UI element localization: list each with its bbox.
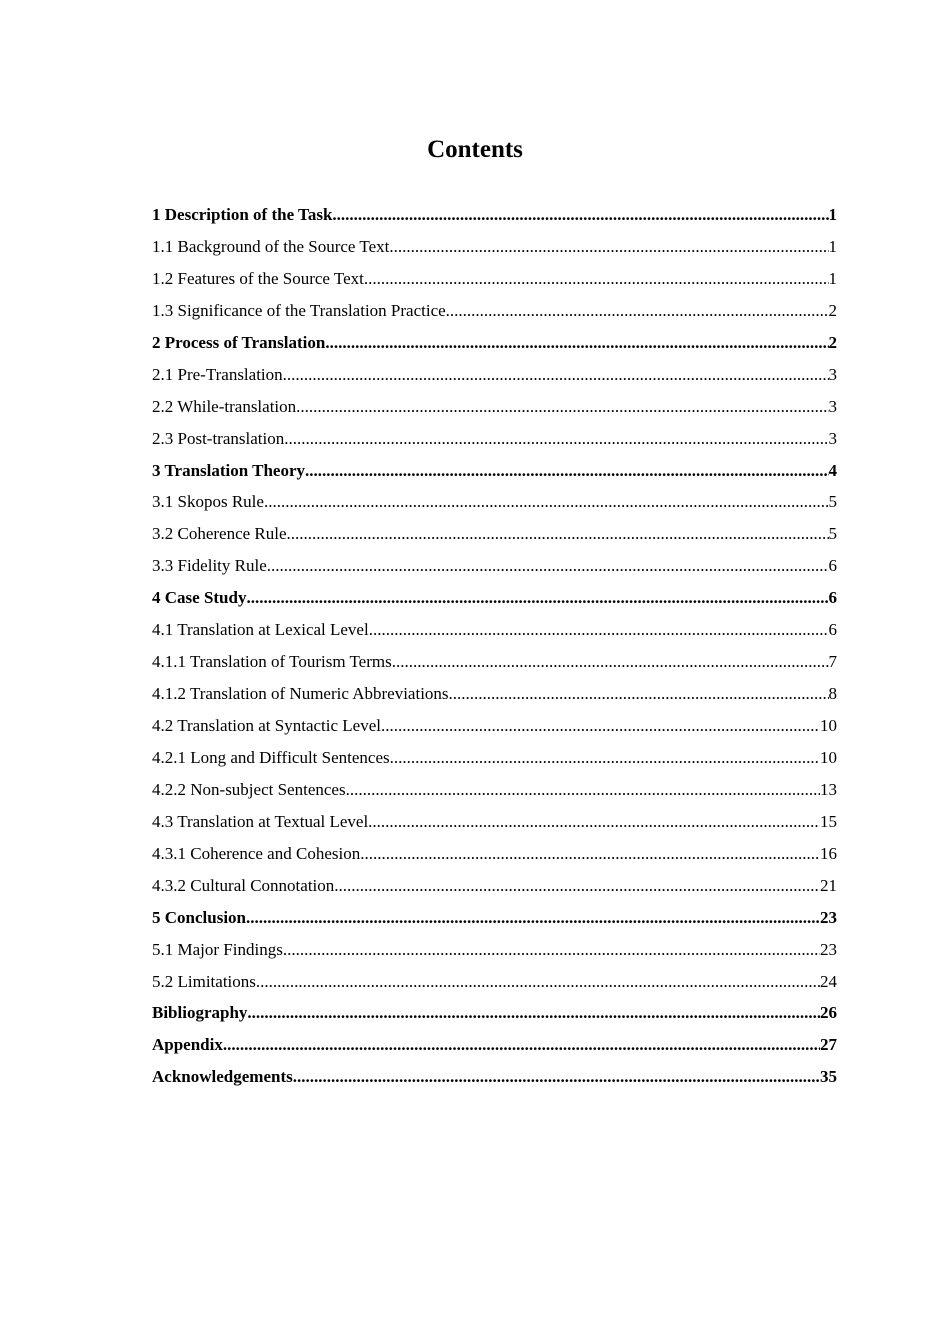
dot-leader: [446, 295, 829, 327]
toc-entry-label: 2 Process of Translation: [152, 332, 326, 352]
dot-leader: [332, 199, 828, 231]
dot-leader: [246, 902, 820, 934]
toc-entry-label: Acknowledgements: [152, 1067, 293, 1087]
toc-section-entry[interactable]: [152, 710, 837, 742]
dot-leader: [223, 1029, 820, 1061]
toc-chapter-entry[interactable]: [152, 1061, 837, 1093]
toc-page-number: 6: [828, 556, 837, 576]
toc-chapter-entry[interactable]: [152, 455, 837, 487]
toc-page-number: 16: [820, 843, 837, 863]
dot-leader: [256, 966, 820, 998]
toc-entry-label: 4.3 Translation at Textual Level: [152, 811, 369, 831]
table-of-contents: [152, 199, 837, 1093]
toc-section-entry[interactable]: [152, 391, 837, 423]
toc-page-number: 5: [828, 492, 837, 512]
toc-chapter-entry[interactable]: [152, 199, 837, 231]
toc-entry-label: 5.1 Major Findings: [152, 939, 283, 959]
toc-entry-label: 4.2.1 Long and Difficult Sentences: [152, 747, 390, 767]
toc-entry-label: 3.3 Fidelity Rule: [152, 556, 267, 576]
dot-leader: [334, 870, 820, 902]
dot-leader: [283, 934, 820, 966]
toc-page-number: 21: [820, 875, 837, 895]
toc-page-number: 7: [828, 652, 837, 672]
toc-page-number: 35: [820, 1067, 837, 1087]
toc-section-entry[interactable]: [152, 966, 837, 998]
toc-section-entry[interactable]: [152, 774, 837, 806]
toc-section-entry[interactable]: [152, 934, 837, 966]
dot-leader: [346, 774, 820, 806]
toc-section-entry[interactable]: [152, 678, 837, 710]
toc-page-number: 1: [828, 268, 837, 288]
toc-page-number: 10: [820, 716, 837, 735]
dot-leader: [283, 359, 829, 391]
toc-entry-label: 3.1 Skopos Rule: [152, 492, 264, 512]
toc-page-number: 23: [820, 907, 837, 927]
toc-chapter-entry[interactable]: [152, 997, 837, 1029]
dot-leader: [305, 455, 828, 487]
toc-entry-label: 3 Translation Theory: [152, 460, 306, 480]
toc-page-number: 23: [820, 939, 837, 959]
toc-chapter-entry[interactable]: [152, 1029, 837, 1061]
dot-leader: [284, 423, 828, 455]
toc-page-number: 4: [828, 460, 837, 480]
toc-page-number: 13: [820, 779, 837, 799]
toc-section-entry[interactable]: [152, 518, 837, 550]
toc-page-number: 27: [820, 1035, 837, 1055]
toc-entry-label: 5 Conclusion: [152, 907, 246, 927]
toc-section-entry[interactable]: [152, 550, 837, 582]
toc-section-entry[interactable]: [152, 806, 837, 838]
dot-leader: [264, 486, 829, 518]
toc-section-entry[interactable]: [152, 423, 837, 455]
dot-leader: [381, 710, 820, 742]
dot-leader: [325, 327, 828, 359]
toc-page-number: 6: [828, 588, 837, 608]
toc-chapter-entry[interactable]: [152, 582, 837, 614]
dot-leader: [392, 646, 829, 678]
toc-section-entry[interactable]: [152, 870, 837, 902]
toc-entry-label: 4.2 Translation at Syntactic Level: [152, 716, 381, 735]
toc-entry-label: 4.2.2 Non-subject Sentences: [152, 779, 346, 799]
dot-leader: [368, 806, 820, 838]
dot-leader: [296, 391, 828, 423]
toc-page-number: 3: [828, 428, 837, 448]
toc-section-entry[interactable]: [152, 742, 837, 774]
toc-page-number: 15: [820, 811, 837, 831]
toc-entry-label: 4.1.1 Translation of Tourism Terms: [152, 652, 392, 672]
toc-page-number: 2: [828, 332, 837, 352]
toc-page-number: 1: [828, 236, 837, 256]
toc-page-number: 6: [828, 620, 837, 640]
toc-section-entry[interactable]: [152, 614, 837, 646]
toc-chapter-entry[interactable]: [152, 902, 837, 934]
toc-entry-label: 4.3.2 Cultural Connotation: [152, 875, 335, 895]
toc-page-number: 2: [828, 300, 837, 320]
dot-leader: [247, 997, 820, 1029]
toc-section-entry[interactable]: [152, 231, 837, 263]
toc-page-number: 3: [828, 364, 837, 384]
toc-entry-label: 1.3 Significance of the Translation Practice: [152, 300, 446, 320]
toc-entry-label: Appendix: [152, 1035, 223, 1055]
toc-entry-label: 4 Case Study: [152, 588, 247, 608]
toc-section-entry[interactable]: [152, 486, 837, 518]
dot-leader: [246, 582, 828, 614]
toc-entry-label: 5.2 Limitations: [152, 971, 256, 991]
toc-section-entry[interactable]: [152, 838, 837, 870]
toc-page-number: 1: [828, 205, 837, 224]
toc-entry-label: 1 Description of the Task: [152, 205, 333, 224]
dot-leader: [267, 550, 829, 582]
toc-page-number: 8: [828, 684, 837, 704]
toc-page-number: 24: [820, 971, 837, 991]
toc-section-entry[interactable]: [152, 359, 837, 391]
dot-leader: [364, 263, 829, 295]
dot-leader: [293, 1061, 820, 1093]
toc-entry-label: 4.1 Translation at Lexical Level: [152, 620, 369, 640]
toc-entry-label: 4.1.2 Translation of Numeric Abbreviations: [152, 684, 449, 704]
toc-section-entry[interactable]: [152, 295, 837, 327]
toc-page-number: 26: [820, 1003, 837, 1023]
toc-page-number: 10: [820, 747, 837, 767]
toc-page-number: 3: [828, 396, 837, 416]
toc-entry-label: 3.2 Coherence Rule: [152, 524, 287, 544]
contents-title: Contents: [427, 136, 523, 163]
toc-page-number: 5: [828, 524, 837, 544]
toc-chapter-entry[interactable]: [152, 327, 837, 359]
toc-section-entry[interactable]: [152, 646, 837, 678]
dot-leader: [390, 742, 820, 774]
toc-entry-label: Bibliography: [152, 1003, 248, 1023]
dot-leader: [369, 614, 829, 646]
toc-entry-label: 4.3.1 Coherence and Cohesion: [152, 843, 361, 863]
toc-entry-label: 2.3 Post-translation: [152, 428, 285, 448]
toc-entry-label: 1.2 Features of the Source Text: [152, 268, 364, 288]
dot-leader: [360, 838, 820, 870]
toc-entry-label: 2.1 Pre-Translation: [152, 364, 283, 384]
toc-section-entry[interactable]: [152, 263, 837, 295]
dot-leader: [389, 231, 828, 263]
dot-leader: [287, 518, 829, 550]
toc-entry-label: 1.1 Background of the Source Text: [152, 236, 390, 256]
toc-entry-label: 2.2 While-translation: [152, 396, 297, 416]
dot-leader: [449, 678, 829, 710]
